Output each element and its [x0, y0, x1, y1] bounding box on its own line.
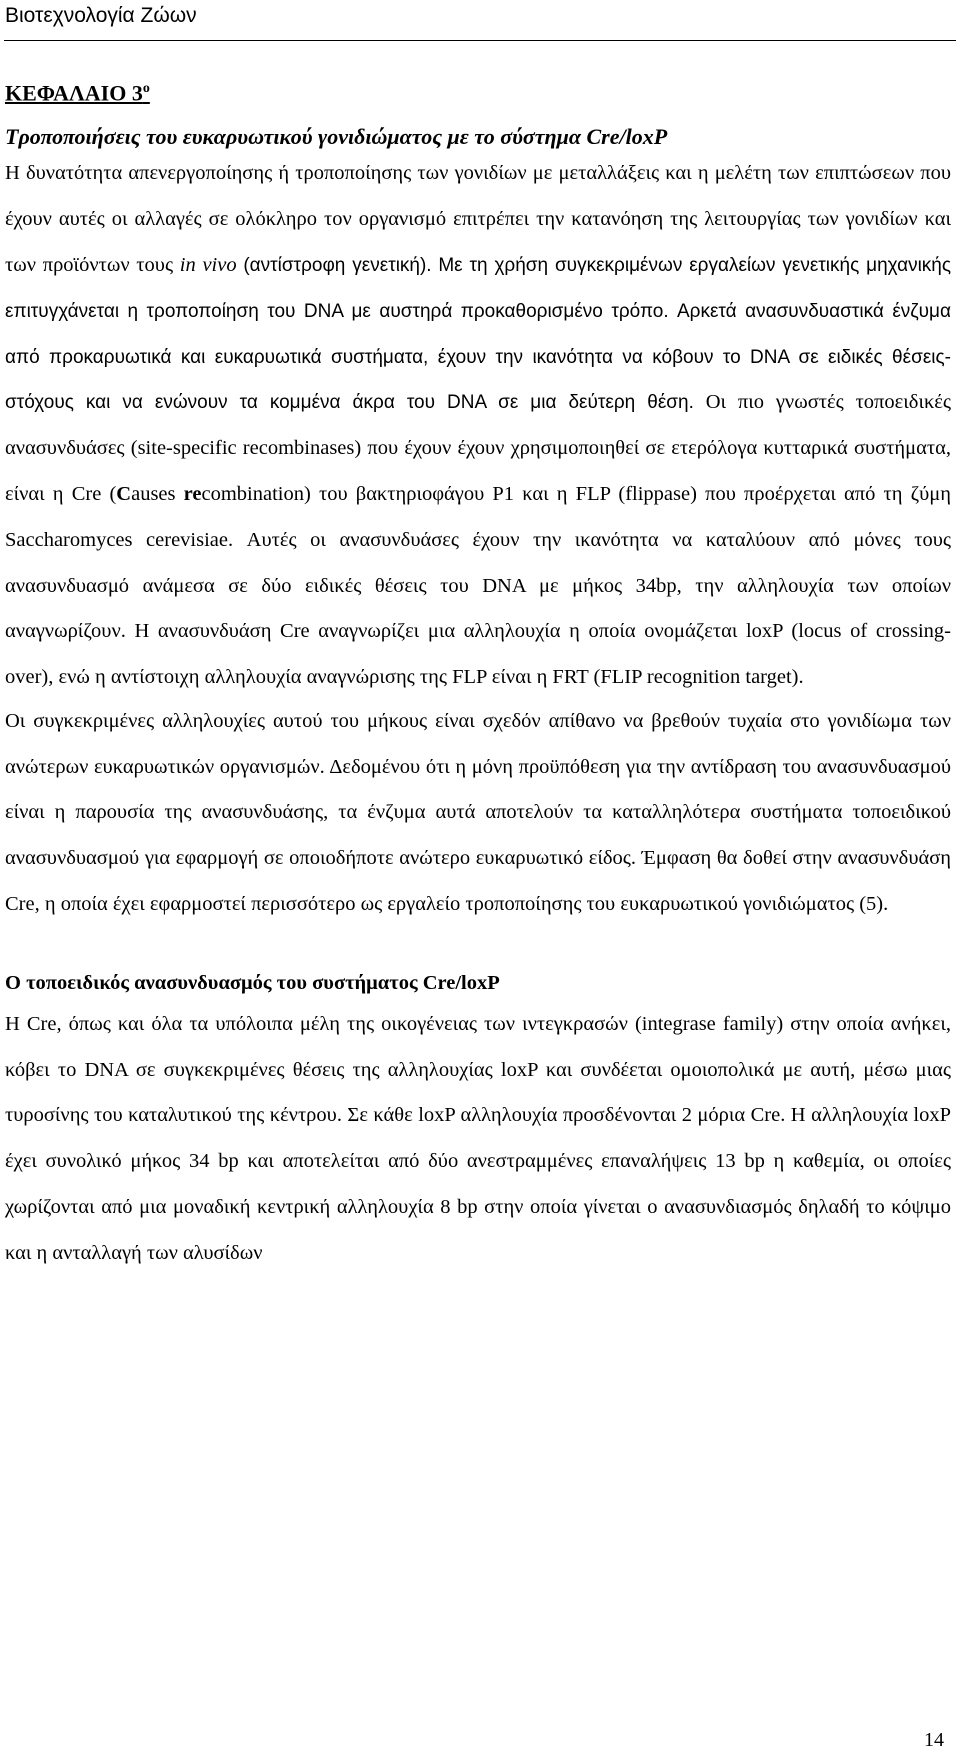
p1-sentence-h: Αυτές οι ανασυνδυάσες έχουν την ικανότητα να καταλύουν από μόνες τους ανασυνδυασμό ανάμεσα σε δύο ειδικές θέσεις του DNA με μήκος 34bp, την αλληλουχία των οποίων αναγνωρίζουν. Η ανασυνδυάση Cre αναγνωρίζει μια αλληλουχία η οποία ονομάζεται loxP (locus of crossing-over), ενώ η αντίστοιχη αλληλουχία αναγνώρισης της FLP είναι η FRT (FLIP recognition target). — [5, 528, 951, 689]
p1-bold-c: C — [116, 482, 132, 505]
p1-sentence-d: Με τη χρήση συγκεκριμένων εργαλείων γενετικής μηχανικής επιτυγχάνεται η τροποποίηση του DNA με αυστηρά προκαθορισμένο τρόπο. — [5, 254, 952, 322]
p1-sentence-g: combination) του βακτηριοφάγου P1 και η FLP (flippase) που προέρχεται από τη ζύμη Saccharomyces cerevisiae. — [5, 482, 952, 551]
p1-text-auses: auses — [131, 482, 184, 505]
p1-sentence-e: Αρκετά ανασυνδυαστικά ένζυμα από προκαρυωτικά και ευκαρυωτικά συστήματα, έχουν την ικανότητα να κόβουν το DNA σε ειδικές θέσεις-στόχους και να ενώνουν τα κομμένα άκρα του DNA σε μια δεύτερη θέση. — [5, 300, 951, 414]
document-body — [5, 76, 951, 1277]
p1-bold-re: re — [183, 482, 202, 505]
p2-sentence-a: Οι συγκεκριμένες αλληλουχίες αυτού του μήκους είναι σχεδόν απίθανο να βρεθούν τυχαία στο γονιδίωμα των ανώτερων ευκαρυωτικών οργανισμών. — [5, 709, 951, 778]
section-title: Ο τοποειδικός ανασυνδυασμός του συστήματος Cre/loxP — [5, 971, 500, 994]
running-header: Βιοτεχνολογία Ζώων — [5, 4, 197, 27]
p1-sentence-f: Οι πιο γνωστές τοποειδικές ανασυνδυάσες (site-specific recombinases) που έχουν έχουν χρησιμοποιηθεί σε ετερόλογα κυτταρικά συστήματα, είναι η Cre ( — [5, 391, 952, 505]
paragraph-1 — [5, 151, 951, 701]
chapter-title: Τροποποιήσεις του ευκαρυωτικού γονιδιώματος με το σύστημα Cre/loxP — [5, 124, 668, 150]
paragraph-2 — [5, 699, 951, 928]
page-number: 14 — [924, 1729, 944, 1751]
p2-sentence-b: Δεδομένου ότι η μόνη προϋπόθεση για την αντίδραση του ανασυνδυασμού είναι η παρουσία της ανασυνδυάσης, τα ένζυμα αυτά αποτελούν τα καταλληλότερα συστήματα τοποειδικού ανασυνδυασμού για εφαρμογή σε οποιοδήποτε ανώτερο ευκαρυωτικό είδος. — [5, 755, 951, 870]
paragraph-3: Η Cre, όπως και όλα τα υπόλοιπα μέλη της οικογένειας των ιντεγκρασών (integrase family) στην οποία ανήκει, κόβει το DNA σε συγκεκριμένες θέσεις της αλληλουχίας loxP και συνδέεται ομοιοπολικά με αυτή, μέσω μιας τυροσίνης του καταλυτικού της κέντρου. Σε κάθε loxP αλληλουχία προσδένονται 2 μόρια Cre. Η αλληλουχία loxP έχει συνολικό μήκος 34 bp και αποτελείται από δύο ανεστραμμένες επαναλήψεις 13 bp η καθεμία, οι οποίες χωρίζονται από μια μοναδική κεντρική αλληλουχία 8 bp στην οποία γίνεται ο ανασυνδιασμός δηλαδή το κόψιμο και η ανταλλαγή των αλυσίδων — [5, 1012, 951, 1264]
chapter-label — [5, 76, 951, 106]
chapter-label-text: ΚΕΦΑΛΑΙΟ 3 — [5, 80, 143, 106]
p1-sentence-a: Η δυνατότητα απενεργοποίησης ή τροποποίησης των γονιδίων με μεταλλάξεις και η μελέτη των επιπτώσεων που έχουν αυτές οι αλλαγές σε ολόκληρο τον οργανισμό επιτρέπει την κατανόηση της λειτουργίας των γονιδίων και των προϊόντων τους — [5, 162, 951, 276]
p1-in-vivo: in vivo — [179, 253, 237, 276]
header-divider — [4, 40, 956, 41]
chapter-label-superscript: ο — [142, 81, 150, 96]
p1-sentence-c: (αντίστροφη γενετική). — [243, 254, 432, 276]
p2-sentence-c: Έμφαση θα δοθεί στην ανασυνδυάση Cre, η οποία έχει εφαρμοστεί περισσότερο ως εργαλείο τροποποίησης του ευκαρυωτικού γονιδιώματος (5). — [5, 847, 951, 916]
